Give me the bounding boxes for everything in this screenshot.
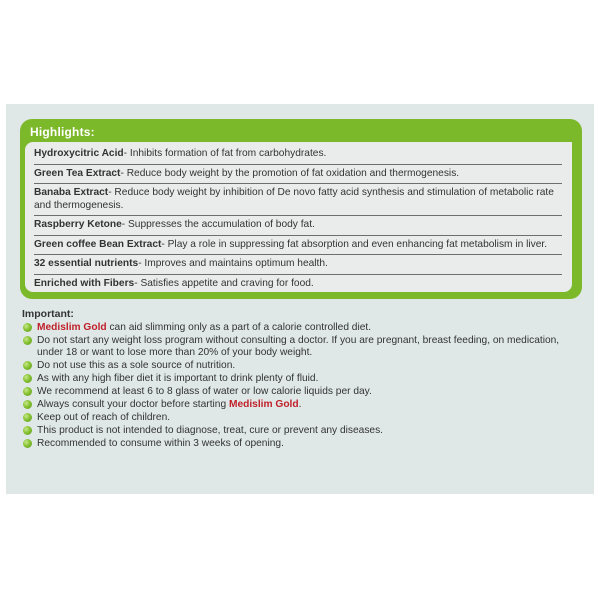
important-item <box>22 425 582 437</box>
highlights-title: Highlights: <box>30 125 95 139</box>
green-bullet-icon <box>23 387 32 396</box>
green-bullet-icon <box>23 336 32 345</box>
highlight-sep: - <box>134 277 141 289</box>
highlight-sep: - <box>138 258 145 269</box>
highlight-sep: - <box>108 187 115 198</box>
item-text: can aid slimming only as a part of a calorie controlled diet. <box>106 322 372 333</box>
important-item <box>22 373 582 385</box>
label-panel <box>6 104 594 494</box>
highlight-row <box>34 236 562 256</box>
green-bullet-icon <box>23 426 32 435</box>
highlight-sep: - <box>120 167 127 179</box>
important-item <box>22 335 582 359</box>
highlight-row <box>34 184 562 216</box>
highlight-row <box>34 216 562 236</box>
highlights-section <box>20 119 582 299</box>
brand-name: Medislim Gold <box>37 322 107 333</box>
highlights-list <box>25 142 572 292</box>
highlight-sep: - <box>161 238 168 250</box>
brand-name: Medislim Gold <box>228 399 299 410</box>
green-bullet-icon <box>23 323 32 332</box>
green-bullet-icon <box>23 439 32 448</box>
highlight-desc: Improves and maintains optimum health. <box>144 258 328 269</box>
important-item <box>22 322 582 334</box>
important-title: Important: <box>22 308 74 320</box>
highlight-sep: - <box>123 148 130 159</box>
important-item <box>22 360 582 372</box>
green-bullet-icon <box>23 374 32 383</box>
item-text: Recommended to consume within 3 weeks of opening. <box>37 438 284 449</box>
highlight-desc: Satisfies appetite and craving for food. <box>140 277 314 289</box>
highlight-desc: Suppresses the accumulation of body fat. <box>128 219 315 230</box>
green-bullet-icon <box>23 413 32 422</box>
green-bullet-icon <box>23 361 32 370</box>
important-item <box>22 412 582 424</box>
important-item <box>22 399 582 411</box>
highlight-row <box>34 255 562 275</box>
highlight-desc: Play a role in suppressing fat absorption and even enhancing fat metabolism in liver. <box>167 238 548 250</box>
highlight-row <box>34 145 562 165</box>
item-text: This product is not intended to diagnose, treat, cure or prevent any diseases. <box>37 425 384 436</box>
highlight-desc: Reduce body weight by inhibition of De novo fatty acid synthesis and stimulation of metabolic rate and thermogenesis. <box>34 187 554 211</box>
item-text: We recommend at least 6 to 8 glass of water or low calorie liquids per day. <box>37 386 372 397</box>
item-text: Keep out of reach of children. <box>37 412 171 423</box>
highlight-term: Hydroxycitric Acid <box>34 148 124 159</box>
highlight-desc: Inhibits formation of fat from carbohydrates. <box>129 148 327 159</box>
highlight-row <box>34 275 562 294</box>
highlight-term: Raspberry Ketone <box>34 219 122 230</box>
item-text: . <box>298 399 302 410</box>
item-text: Do not use this as a sole source of nutrition. <box>37 360 236 371</box>
item-text: Do not start any weight loss program without consulting a doctor. If you are pregnant, breast feeding, on medication, under 18 or want to lose more than 20% of your body weight. <box>37 335 560 358</box>
item-text: As with any high fiber diet it is important to drink plenty of fluid. <box>37 373 319 384</box>
highlight-row <box>34 165 562 185</box>
highlight-term: 32 essential nutrients <box>34 258 139 269</box>
important-item <box>22 438 582 450</box>
important-item <box>22 386 582 398</box>
highlight-desc: Reduce body weight by the promotion of fat oxidation and thermogenesis. <box>126 167 460 179</box>
important-section <box>22 308 582 451</box>
highlight-sep: - <box>121 219 128 230</box>
item-text: Always consult your doctor before starting <box>37 399 229 410</box>
green-bullet-icon <box>23 400 32 409</box>
highlight-term: Green Tea Extract <box>34 167 121 179</box>
highlight-term: Banaba Extract <box>34 187 109 198</box>
highlight-term: Green coffee Bean Extract <box>34 238 162 250</box>
highlight-term: Enriched with Fibers <box>34 277 135 289</box>
